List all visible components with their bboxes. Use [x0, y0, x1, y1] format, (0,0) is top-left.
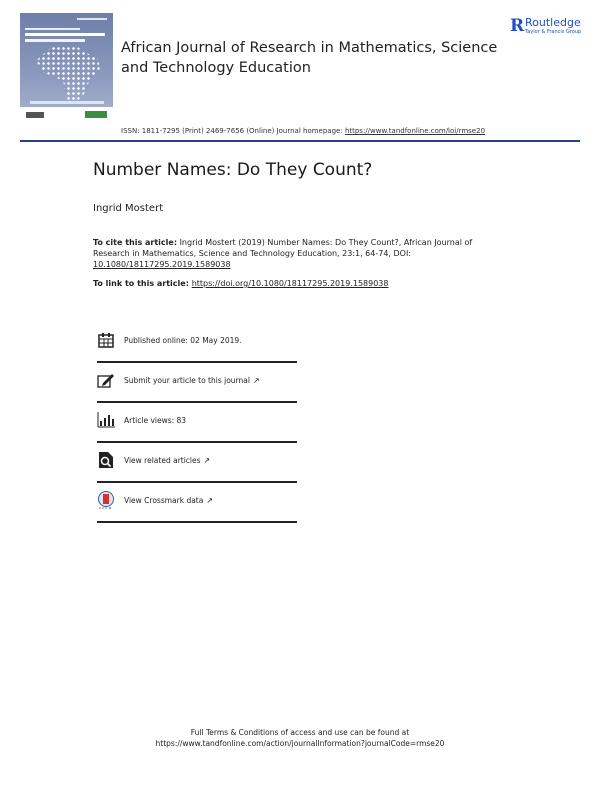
- issn-line: [121, 127, 485, 135]
- article-title: Number Names: Do They Count?: [93, 160, 373, 180]
- header-divider: [20, 140, 580, 142]
- crossmark-link[interactable]: View Crossmark data: [124, 495, 204, 505]
- published-online-text: Published online: 02 May 2019.: [124, 335, 242, 345]
- citation-block: [93, 237, 473, 270]
- related-articles-row[interactable]: [97, 443, 297, 483]
- submit-article-link[interactable]: Submit your article to this journal: [124, 375, 250, 385]
- publisher-subtitle: Taylor & Francis Group: [525, 29, 582, 35]
- search-document-icon: [97, 451, 115, 469]
- article-link-block: [93, 279, 389, 288]
- publisher-name: Routledge: [525, 16, 581, 29]
- crossmark-row[interactable]: [97, 483, 297, 523]
- terms-url[interactable]: https://www.tandfonline.com/action/journalInformation?journalCode=rmse20: [155, 739, 445, 748]
- routledge-r-icon: R: [510, 16, 525, 36]
- article-author: Ingrid Mostert: [93, 203, 164, 214]
- calendar-icon: [97, 331, 115, 349]
- article-doi-link[interactable]: https://doi.org/10.1080/18117295.2019.1589038: [191, 279, 389, 288]
- cite-label: To cite this article:: [93, 238, 178, 247]
- crossmark-icon: [97, 491, 115, 509]
- cite-doi-link[interactable]: 10.1080/18117295.2019.1589038: [93, 260, 231, 269]
- journal-cover-image: [20, 13, 113, 121]
- journal-title: African Journal of Research in Mathematics, Science and Technology Education: [121, 40, 498, 76]
- external-link-icon: ↗: [252, 375, 260, 385]
- submit-article-row[interactable]: [97, 363, 297, 403]
- article-info-list: [97, 323, 297, 523]
- article-views-row: [97, 403, 297, 443]
- publisher-logo[interactable]: [510, 17, 581, 35]
- bar-chart-icon: [97, 411, 115, 429]
- external-link-icon: ↗: [206, 495, 214, 505]
- related-articles-link[interactable]: View related articles: [124, 455, 201, 465]
- africa-map-graphic: [36, 46, 104, 104]
- external-link-icon: ↗: [203, 455, 211, 465]
- link-label: To link to this article:: [93, 279, 192, 288]
- cite-text: Ingrid Mostert (2019) Number Names: Do They Count?, African Journal of Research in Mathematics, Science and Technology Education, 23:1, 64-74, DOI:: [93, 238, 473, 258]
- published-online-row: [97, 323, 297, 363]
- issn-text: ISSN: 1811-7295 (Print) 2469-7656 (Online) Journal homepage:: [121, 127, 345, 135]
- article-views-text: Article views: 83: [124, 415, 187, 425]
- journal-homepage-link[interactable]: https://www.tandfonline.com/loi/rmse20: [344, 127, 486, 135]
- edit-icon: [97, 371, 115, 389]
- terms-footer: [0, 727, 600, 749]
- terms-text: Full Terms & Conditions of access and use can be found at: [190, 728, 410, 737]
